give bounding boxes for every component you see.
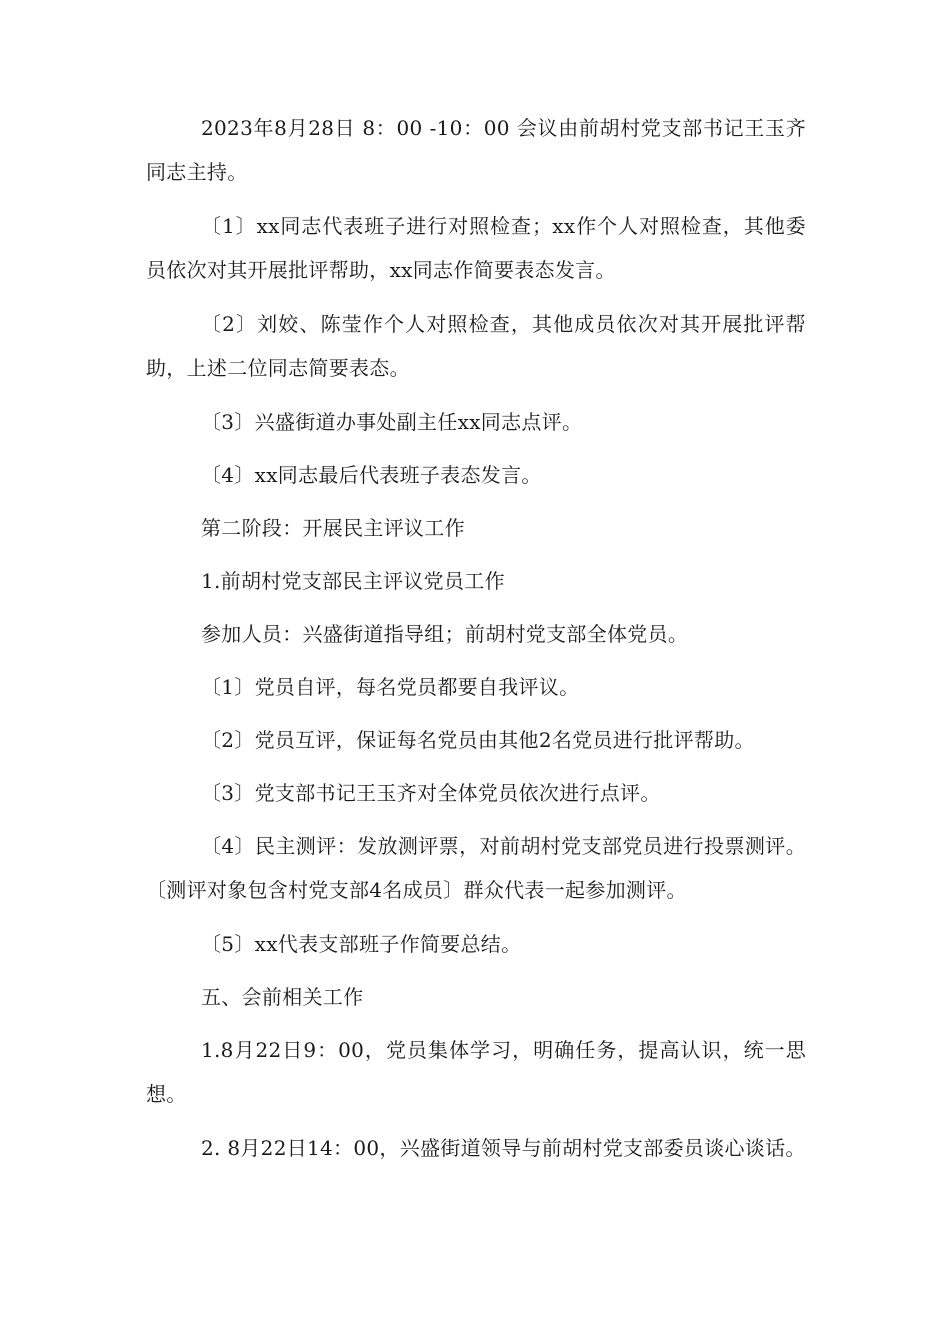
paragraph-item-1: 〔1〕xx同志代表班子进行对照检查；xx作个人对照检查，其他委员依次对其开展批评帮助，xx同志作简要表态发言。	[146, 214, 806, 282]
paragraph-item-2: 〔2〕刘姣、陈莹作个人对照检查，其他成员依次对其开展批评帮助，上述二位同志简要表态。	[146, 312, 806, 380]
section-heading-stage-two: 第二阶段：开展民主评议工作	[201, 516, 465, 540]
section-heading-five: 五、会前相关工作	[201, 985, 364, 1009]
paragraph-item-3: 〔3〕兴盛街道办事处副主任xx同志点评。	[201, 410, 583, 434]
paragraph-participants: 参加人员：兴盛街道指导组；前胡村党支部全体党员。	[201, 622, 689, 646]
paragraph-eval-1: 〔1〕党员自评，每名党员都要自我评议。	[201, 675, 580, 699]
paragraph-prep-2: 2. 8月22日14：00，兴盛街道领导与前胡村党支部委员谈心谈话。	[201, 1136, 806, 1160]
document-page	[146, 106, 806, 1170]
paragraph-eval-2: 〔2〕党员互评，保证每名党员由其他2名党员进行批评帮助。	[201, 728, 755, 752]
paragraph-prep-1: 1.8月22日9：00，党员集体学习，明确任务，提高认识，统一思想。	[146, 1038, 806, 1106]
paragraph-eval-4: 〔4〕民主测评：发放测评票，对前胡村党支部党员进行投票测评。〔测评对象包含村党支部4名成员〕群众代表一起参加测评。	[146, 834, 806, 902]
subsection-heading-evaluation: 1.前胡村党支部民主评议党员工作	[201, 569, 505, 593]
paragraph-meeting-time: 2023年8月28日 8：00 -10：00 会议由前胡村党支部书记王玉齐同志主持。	[146, 116, 806, 184]
paragraph-item-4: 〔4〕xx同志最后代表班子表态发言。	[201, 463, 542, 487]
paragraph-eval-5: 〔5〕xx代表支部班子作简要总结。	[201, 932, 522, 956]
paragraph-eval-3: 〔3〕党支部书记王玉齐对全体党员依次进行点评。	[201, 781, 661, 805]
